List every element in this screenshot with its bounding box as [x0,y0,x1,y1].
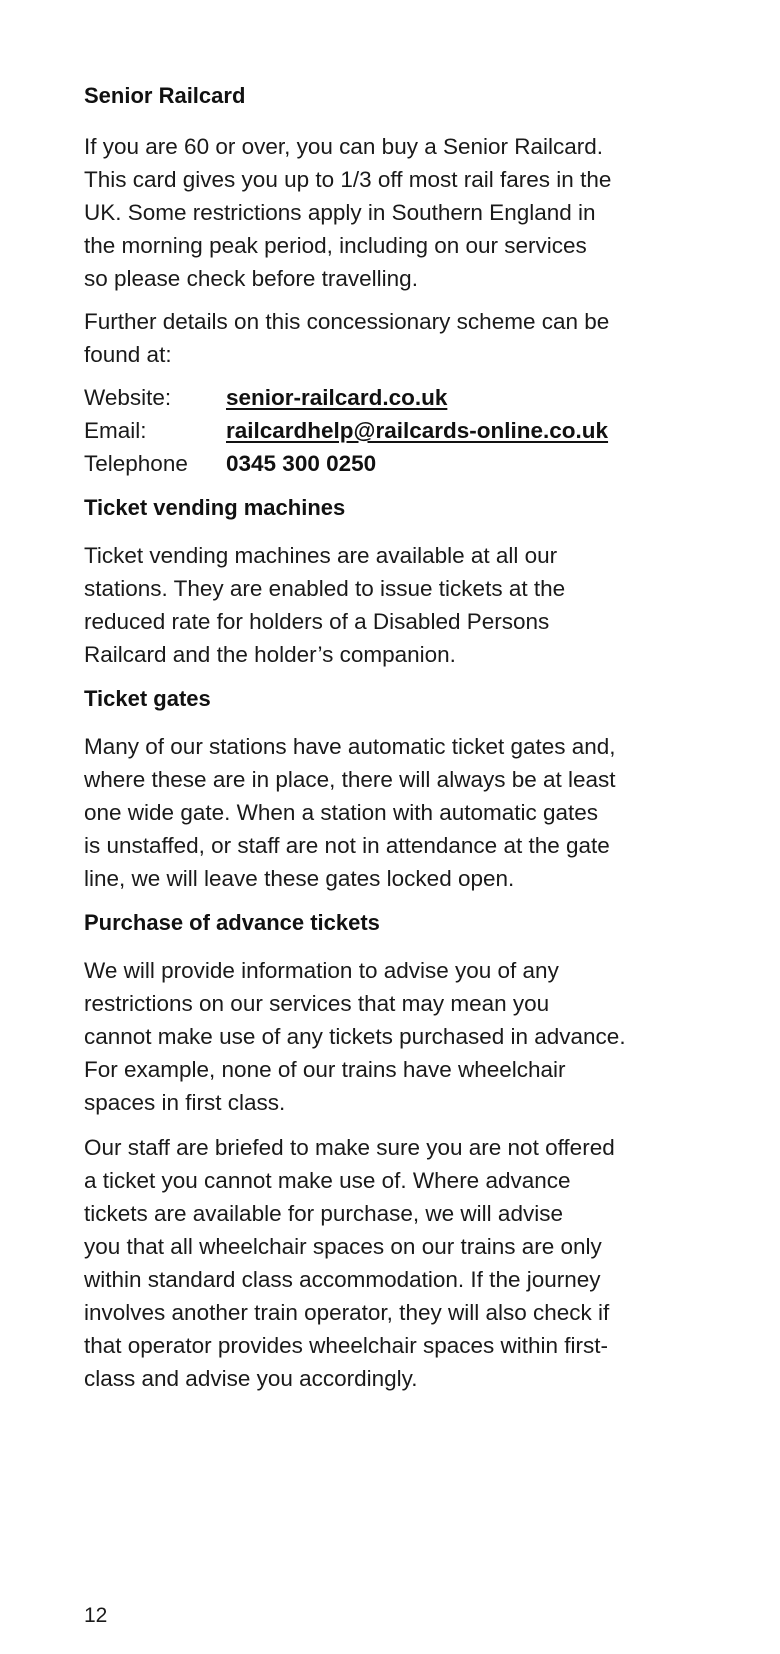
paragraph: Many of our stations have automatic ticket gates and, where these are in place, there will always be at least one wide gate. When a station with automatic gates is unstaffed, or staff are not in attendance at the gate line, we will leave these gates locked open. [84,734,616,891]
paragraph: If you are 60 or over, you can buy a Senior Railcard. This card gives you up to 1/3 off most rail fares in the UK. Some restrictions apply in Southern England in the morning peak period, including on our services so please check before travelling. [84,134,612,291]
page-number: 12 [84,1604,108,1627]
contact-details-table [84,381,608,480]
section-ticket-gates [84,685,714,895]
telephone-number: 0345 300 0250 [226,451,377,476]
paragraph: Ticket vending machines are available at all our stations. They are enabled to issue tickets at the reduced rate for holders of a Disabled Persons Railcard and the holder’s companion. [84,543,566,667]
section-heading: Ticket vending machines [84,495,346,520]
section-advance-tickets [84,909,714,1395]
paragraph: We will provide information to advise you of any restrictions on our services that may mean you cannot make use of any tickets purchased in advance. For example, none of our trains have wheelchair spaces in first class. [84,958,626,1115]
section-ticket-vending-machines [84,494,714,671]
contact-row-email [84,414,608,447]
section-heading: Purchase of advance tickets [84,910,380,935]
contact-row-website [84,381,608,414]
page-content [84,82,714,1395]
email-label: Email: [84,418,147,443]
website-link[interactable]: senior-railcard.co.uk [226,385,448,410]
section-senior-railcard [84,82,714,480]
website-label: Website: [84,385,172,410]
section-heading: Ticket gates [84,686,211,711]
telephone-label: Telephone [84,451,188,476]
email-link[interactable]: railcardhelp@railcards-online.co.uk [226,418,609,443]
section-heading: Senior Railcard [84,83,246,108]
paragraph: Our staff are briefed to make sure you are not offered a ticket you cannot make use of. Where advance tickets are available for purchase, we will advise you that all wheelchair spaces on our trains are only within standard class accommodation. If the journey involves another train operator, they will also check if that operator provides wheelchair spaces within first- class and advise you accordingly. [84,1135,615,1391]
paragraph: Further details on this concessionary scheme can be found at: [84,309,610,367]
contact-row-telephone [84,447,608,480]
